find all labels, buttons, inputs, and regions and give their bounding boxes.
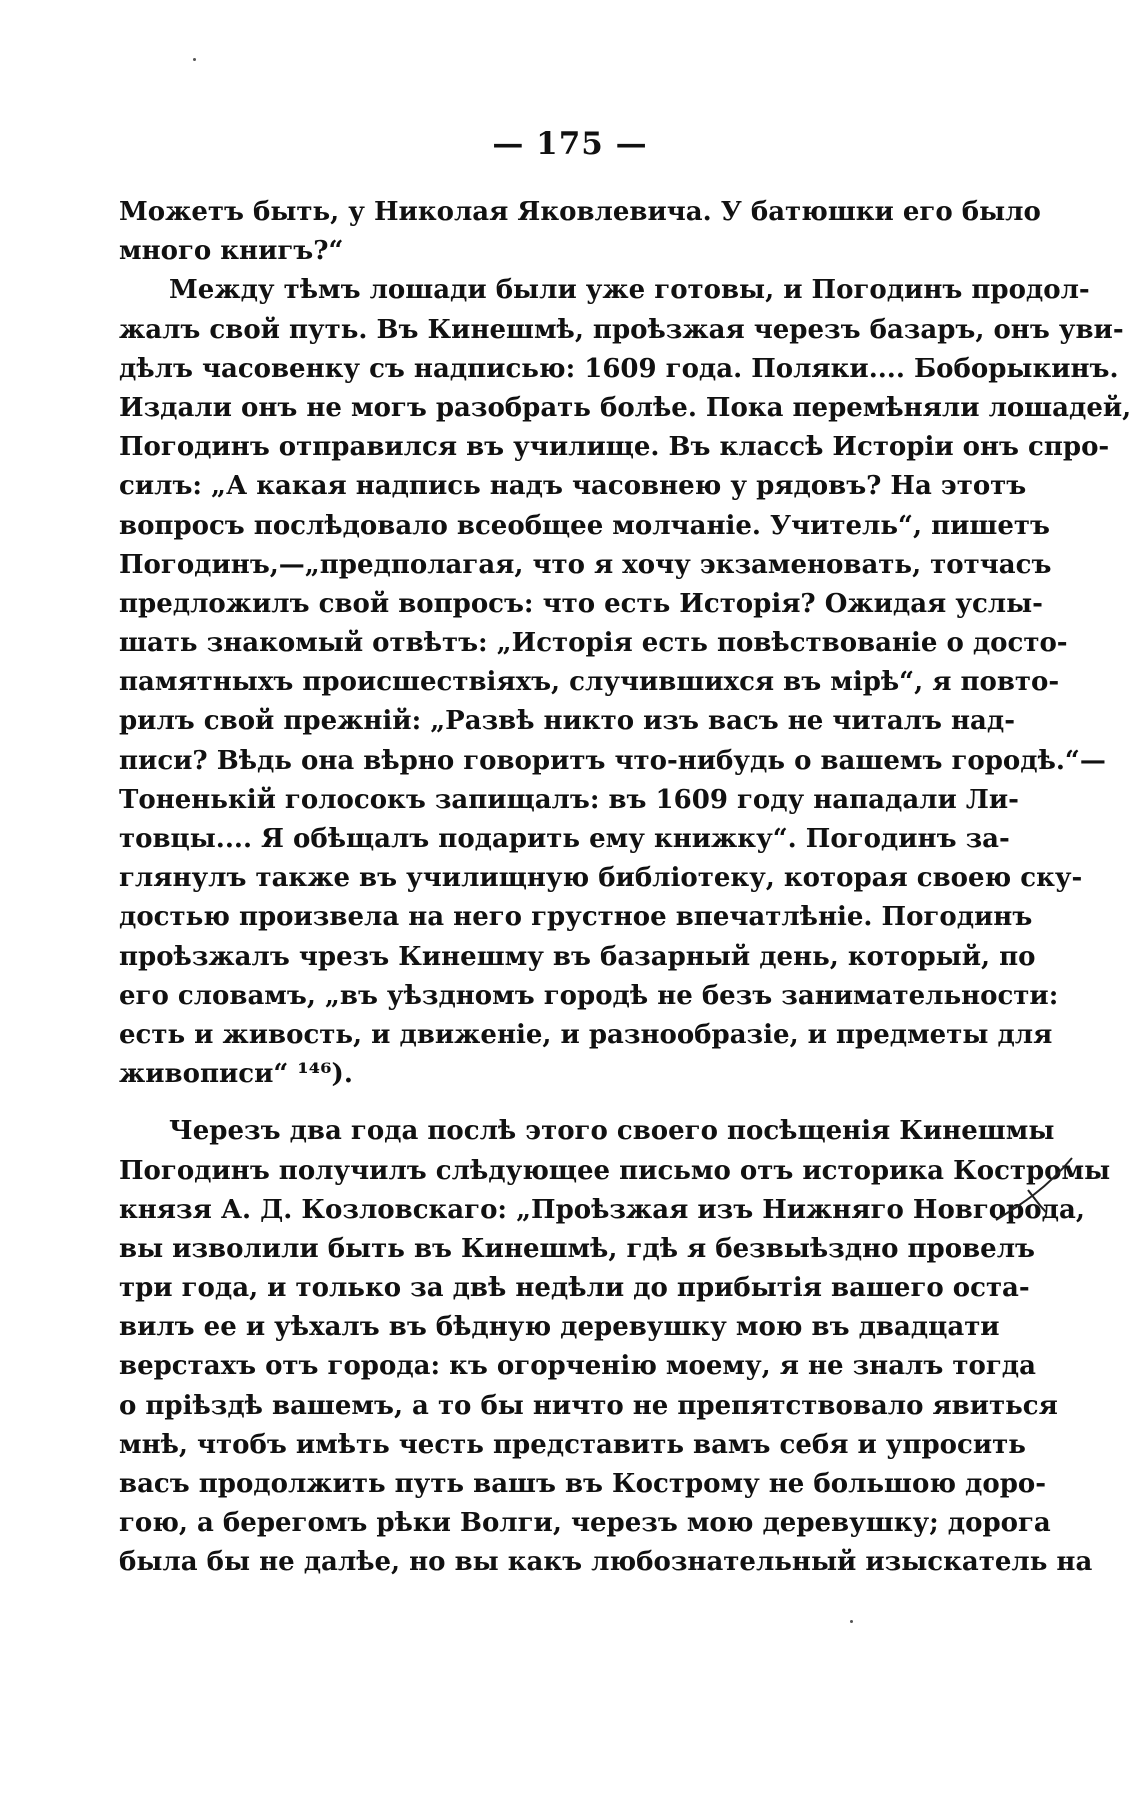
text-line: мнѣ, чтобъ имѣть честь представить вамъ себя и упросить (119, 1429, 1026, 1460)
text-line: князя А. Д. Козловскаго: „Проѣзжая изъ Нижняго Новгорода, (119, 1194, 1085, 1225)
text-line: живописи“ ¹⁴⁶). (119, 1059, 353, 1090)
text-line: памятныхъ происшествіяхъ, случившихся въ мірѣ“, я повто- (119, 667, 1060, 698)
text-line: о пріѣздѣ вашемъ, а то бы ничто не препятствовало явиться (119, 1390, 1058, 1421)
text-line: Издали онъ не могъ разобрать болѣе. Пока перемѣняли лошадей, (119, 392, 1132, 423)
paper-speck (193, 58, 196, 61)
text-line: Между тѣмъ лошади были уже готовы, и Погодинъ продол- (169, 275, 1090, 306)
text-line: Погодинъ получилъ слѣдующее письмо отъ историка Костромы (119, 1155, 1111, 1186)
body-text (119, 193, 1132, 1583)
text-line: жалъ свой путь. Въ Кинешмѣ, проѣзжая черезъ базаръ, онъ уви- (119, 314, 1124, 345)
text-line: силъ: „А какая надпись надъ часовнею у рядовъ? На этотъ (119, 471, 1027, 502)
text-line: верстахъ отъ города: къ огорченію моему, я не зналъ тогда (119, 1351, 1036, 1382)
text-line: товцы.... Я обѣщалъ подарить ему книжку“. Погодинъ за- (119, 824, 1010, 854)
text-line: шать знакомый отвѣтъ: „Исторія есть повѣствованіе о досто- (119, 628, 1068, 659)
paragraph-gap (119, 1094, 959, 1112)
text-line: много книгъ?“ (119, 236, 344, 267)
paper-speck (850, 1620, 853, 1623)
text-line: предложилъ свой вопросъ: что есть Исторія? Ожидая услы- (119, 588, 1043, 619)
text-line: Можетъ быть, у Николая Яковлевича. У батюшки его было (119, 197, 1041, 227)
text-line: Погодинъ,—„предполагая, что я хочу экзаменовать, тотчасъ (119, 549, 1052, 580)
text-line: вилъ ее и уѣхалъ въ бѣдную деревушку мою въ двадцати (119, 1312, 1000, 1343)
page-number: — 175 — (492, 126, 648, 162)
text-line: проѣзжалъ чрезъ Кинешму въ базарный день, который, по (119, 941, 1036, 972)
text-line: рилъ свой прежній: „Развѣ никто изъ васъ не читалъ над- (119, 706, 1015, 737)
text-line: была бы не далѣе, но вы какъ любознательный изыскатель на (119, 1547, 1093, 1578)
text-line: Тоненькій голосокъ запищалъ: въ 1609 году нападали Ли- (119, 784, 1019, 815)
text-line: дѣлъ часовенку съ надписью: 1609 года. Поляки.... Боборыкинъ. (119, 353, 1119, 384)
text-line: его словамъ, „въ уѣздномъ городѣ не безъ занимательности: (119, 980, 1059, 1011)
text-line: Погодинъ отправился въ училище. Въ классѣ Исторіи онъ спро- (119, 432, 1110, 463)
text-line: достью произвела на него грустное впечатлѣніе. Погодинъ (119, 902, 1033, 933)
text-line: писи? Вѣдь она вѣрно говоритъ что-нибудь о вашемъ городѣ.“— (119, 745, 1106, 776)
pencil-cross-mark (990, 1150, 1090, 1230)
text-line: три года, и только за двѣ недѣли до прибытія вашего оста- (119, 1273, 1030, 1304)
text-line: глянулъ также въ училищную библіотеку, которая своею ску- (119, 863, 1083, 894)
text-line: васъ продолжить путь вашъ въ Кострому не большою доро- (119, 1469, 1047, 1499)
text-line: вопросъ послѣдовало всеобщее молчаніе. Учитель“, пишетъ (119, 510, 1050, 541)
text-line: вы изволили быть въ Кинешмѣ, гдѣ я безвыѣздно провелъ (119, 1233, 1035, 1264)
text-line: Черезъ два года послѣ этого своего посѣщенія Кинешмы (169, 1116, 1055, 1147)
text-line: есть и живость, и движеніе, и разнообразіе, и предметы для (119, 1019, 1053, 1050)
text-line: гою, а берегомъ рѣки Волги, черезъ мою деревушку; дорога (119, 1508, 1051, 1539)
